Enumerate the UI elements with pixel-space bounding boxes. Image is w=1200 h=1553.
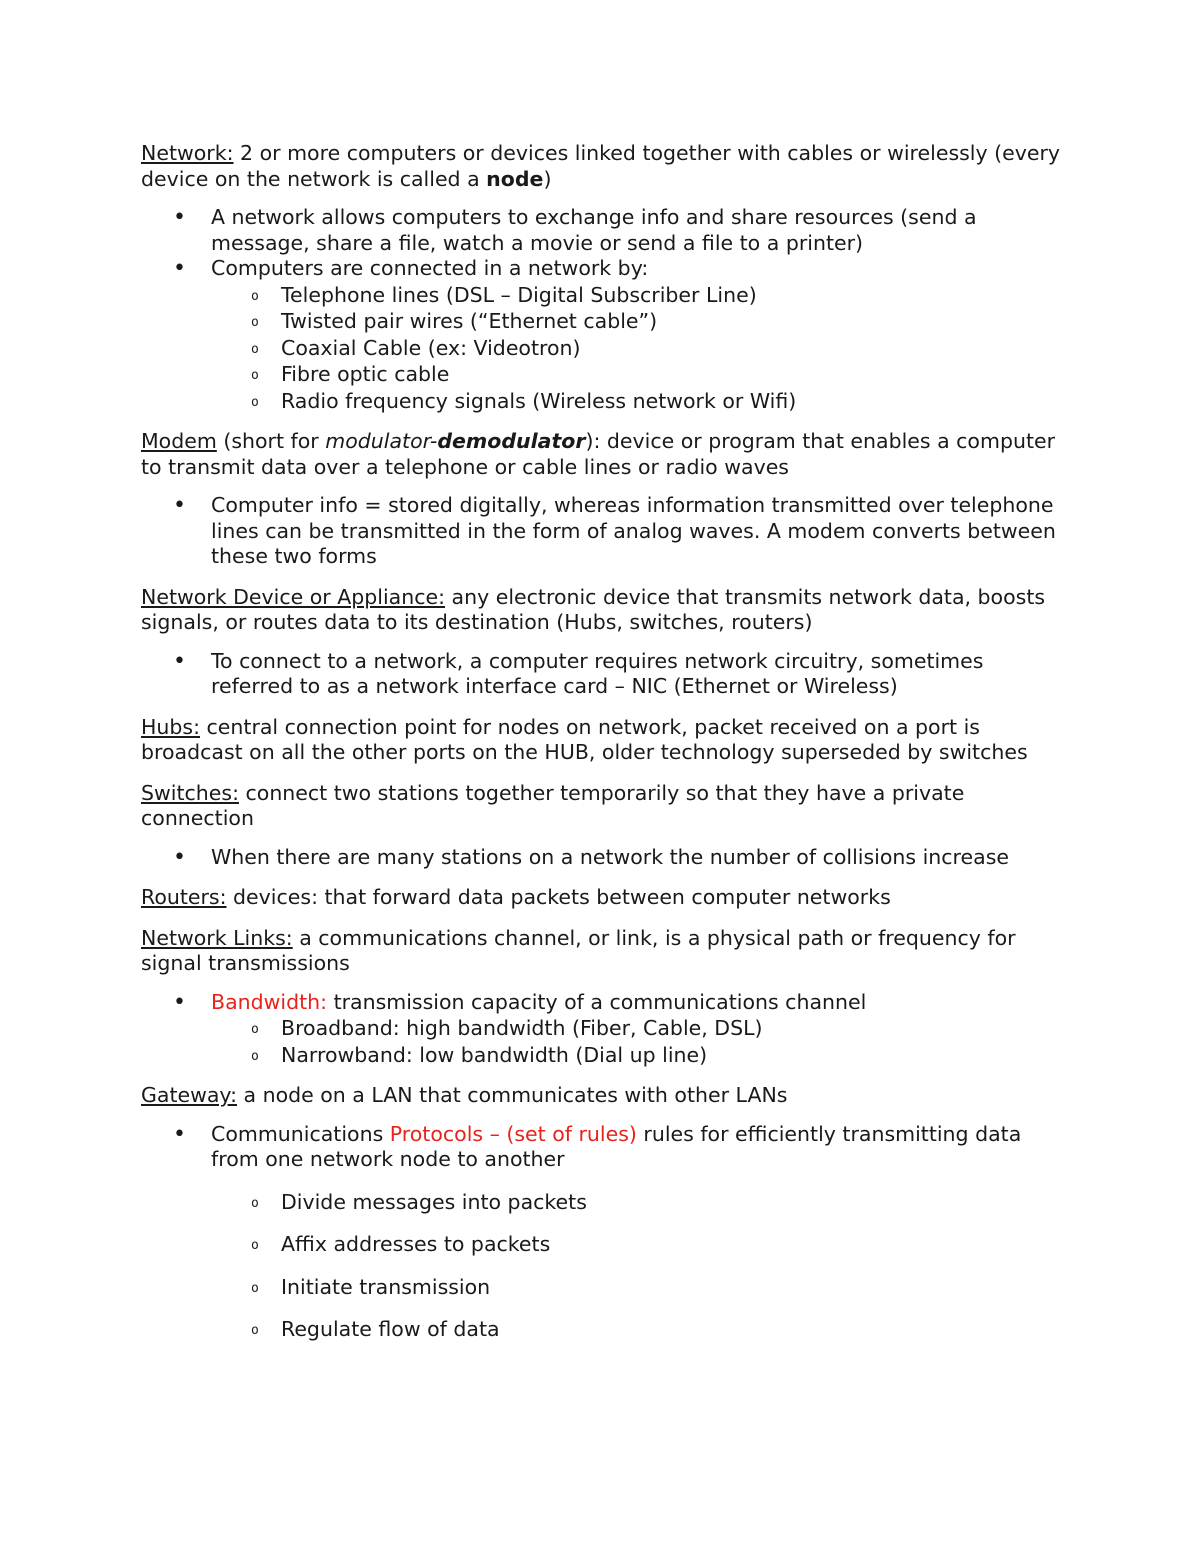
list-item: • To connect to a network, a computer requires network circuitry, sometimes referred to as a network interface card – NIC (Ethernet or Wireless) — [141, 649, 1071, 700]
modem-post: ): device or program that enables a computer to transmit data over a telephone or cable lines or radio waves — [141, 429, 1056, 479]
switches-term: Switches: — [141, 780, 239, 805]
protocol-steps-list — [211, 1189, 1071, 1343]
hubs-text: central connection point for nodes on network, packet received on a port is broadcast on all the other ports on the HUB, older technology superseded by switches — [141, 714, 1028, 764]
network-text: 2 or more computers or devices linked together with cables or wirelessly (every device on the network is called a — [141, 141, 1061, 191]
list-item — [141, 256, 1071, 414]
list-item: o Divide messages into packets — [211, 1189, 1071, 1216]
network-links-text: a communications channel, or link, is a physical path or frequency for signal transmissions — [141, 925, 1016, 975]
hubs-definition — [141, 715, 1071, 766]
network-definition — [141, 141, 1071, 192]
network-device-term: Network Device or Appliance: — [141, 584, 446, 609]
gateway-term: Gateway: — [141, 1083, 237, 1107]
network-links-definition — [141, 926, 1071, 977]
modem-definition — [141, 429, 1071, 480]
node-bold: node — [486, 166, 544, 191]
protocols-post: rules for efficiently transmitting data from one network node to another — [211, 1121, 1022, 1171]
network-device-text: any electronic device that transmits network data, boosts signals, or routes data to its destination (Hubs, switches, routers) — [141, 584, 1046, 634]
list-item: o Narrowband: low bandwidth (Dial up line) — [211, 1042, 1071, 1069]
modem-pre: (short for — [216, 429, 326, 453]
bandwidth-text: transmission capacity of a communications channel — [327, 989, 867, 1014]
list-item: o Affix addresses to packets — [211, 1231, 1071, 1258]
list-item: • Computer info = stored digitally, whereas information transmitted over telephone lines can be transmitted in the form of analog waves. A modem converts between these two forms — [141, 493, 1071, 570]
list-item: o Initiate transmission — [211, 1274, 1071, 1301]
network-end: ) — [543, 166, 552, 191]
list-item: o Twisted pair wires (“Ethernet cable”) — [211, 308, 1071, 335]
switches-text: connect two stations together temporarily so that they have a private connection — [141, 780, 965, 830]
connection-types-list — [211, 282, 1071, 415]
list-item: o Broadband: high bandwidth (Fiber, Cable, DSL) — [211, 1015, 1071, 1042]
modem-term: Modem — [141, 429, 217, 453]
network-device-bullets — [141, 649, 1071, 700]
list-item: • A network allows computers to exchange info and share resources (send a message, share a file, watch a movie or send a file to a printer) — [141, 205, 1071, 256]
network-term: Network: — [141, 141, 234, 165]
gateway-bullets — [141, 1122, 1071, 1343]
switches-bullets — [141, 845, 1071, 871]
list-item: • When there are many stations on a network the number of collisions increase — [141, 845, 1071, 871]
demodulator-bold-italic: demodulator — [437, 429, 586, 453]
modulator-italic: modulator- — [325, 429, 438, 453]
list-item: o Regulate flow of data — [211, 1316, 1071, 1343]
modem-bullets — [141, 493, 1071, 570]
list-item: o Fibre optic cable — [211, 361, 1071, 388]
list-item — [141, 990, 1071, 1069]
routers-definition — [141, 885, 1071, 911]
bandwidth-term: Bandwidth: — [211, 989, 328, 1014]
document-body — [141, 141, 1071, 1358]
network-links-term: Network Links: — [141, 925, 293, 950]
network-bullets — [141, 205, 1071, 414]
list-item-text: Computers are connected in a network by: — [211, 256, 649, 280]
routers-term: Routers: — [141, 885, 227, 909]
gateway-text: a node on a LAN that communicates with other LANs — [236, 1083, 788, 1107]
list-item: o Telephone lines (DSL – Digital Subscriber Line) — [211, 282, 1071, 309]
bandwidth-types-list — [211, 1015, 1071, 1068]
list-item: o Radio frequency signals (Wireless network or Wifi) — [211, 388, 1071, 415]
gateway-definition — [141, 1083, 1071, 1109]
protocols-pre: Communications — [211, 1121, 390, 1146]
list-item — [141, 1122, 1071, 1343]
network-links-bullets — [141, 990, 1071, 1069]
list-item: o Coaxial Cable (ex: Videotron) — [211, 335, 1071, 362]
protocols-highlight: Protocols – (set of rules) — [389, 1121, 637, 1146]
network-device-definition — [141, 585, 1071, 636]
routers-text: devices: that forward data packets between computer networks — [226, 885, 891, 909]
switches-definition — [141, 781, 1071, 832]
hubs-term: Hubs: — [141, 714, 201, 739]
